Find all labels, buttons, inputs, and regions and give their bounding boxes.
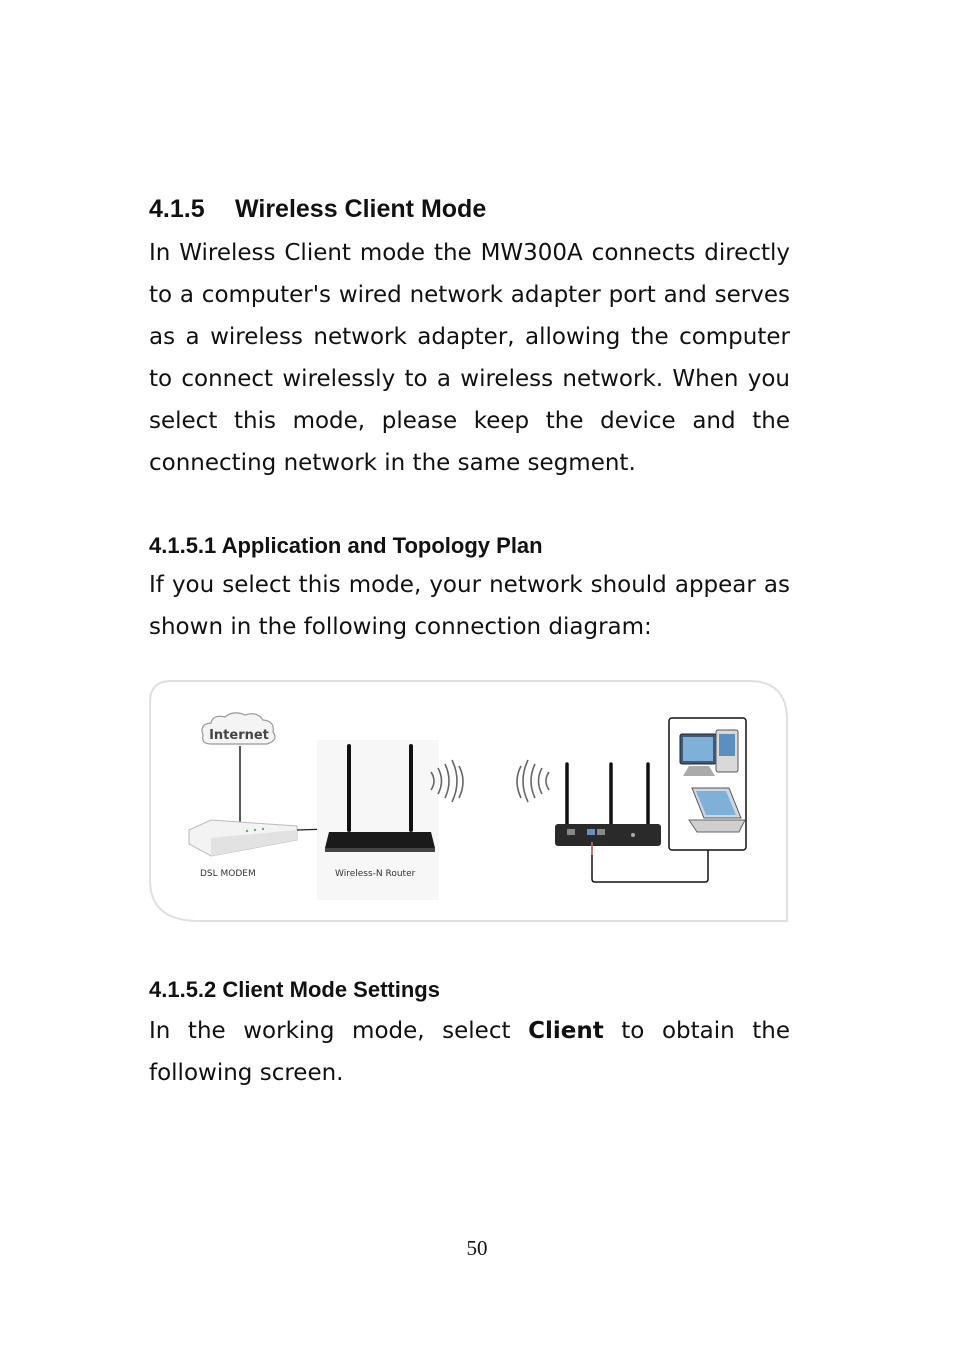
subsection-heading-client-settings: 4.1.5.2 Client Mode Settings (149, 977, 440, 1002)
router-label: Wireless-N Router (335, 869, 416, 879)
intro-paragraph (149, 232, 790, 484)
topology-line: shown in the following connection diagram: (149, 614, 652, 640)
topology-diagram (149, 680, 789, 922)
page-number: 50 (466, 1236, 488, 1260)
intro-line: to a computer's wired network adapter port and serves (149, 282, 790, 308)
intro-line: In Wireless Client mode the MW300A connects directly (149, 240, 790, 266)
client-settings-text: to obtain the (621, 1018, 791, 1044)
section-number: 4.1.5 (149, 195, 205, 223)
intro-line: as a wireless network adapter, allowing the computer (149, 324, 790, 350)
intro-line: to connect wirelessly to a wireless network. When you (149, 366, 790, 392)
modem-label: DSL MODEM (200, 869, 256, 879)
intro-line: connecting network in the same segment. (149, 450, 636, 476)
section-title: Wireless Client Mode (235, 195, 487, 223)
client-settings-text: In the working mode, select (149, 1018, 511, 1044)
internet-label: Internet (209, 728, 269, 743)
client-settings-line (149, 1010, 790, 1052)
topology-line: If you select this mode, your network should appear as (149, 572, 790, 598)
intro-line: select this mode, please keep the device and the (149, 408, 790, 434)
client-settings-line: following screen. (149, 1060, 344, 1086)
desktop-computer-icon (680, 730, 738, 776)
subsection-heading-topology: 4.1.5.1 Application and Topology Plan (149, 533, 543, 558)
client-settings-paragraph (149, 1010, 790, 1094)
topology-paragraph (149, 564, 790, 648)
client-mode-term: Client (528, 1018, 604, 1044)
section-heading (149, 195, 486, 224)
